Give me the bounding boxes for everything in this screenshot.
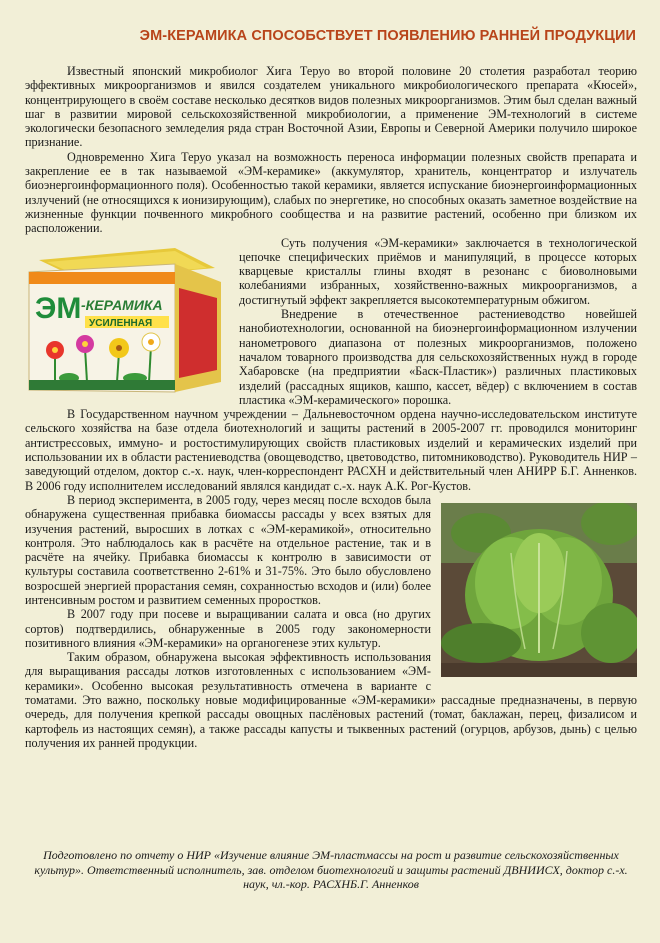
paragraph: Известный японский микробиолог Хига Теруо во второй половине 20 столетия разработал теорию эффективных микроорганизмов и явился создателем уникального микробиологического препарата «Кюсей», концентрирующего в своём составе несколько десятков видов полезных микроорганизмов. Этим был сделан важный шаг в развитии мировой сельскохозяйственной микробиологии, а применение ЭМ-технологий в системе экологически безопасного земледелия ряда стран Восточной Азии, Европы и Северной Америки получило широкое признание. xyxy=(25,64,637,150)
page-title: ЭМ-КЕРАМИКА СПОСОБСТВУЕТ ПОЯВЛЕНИЮ РАННЕЙ ПРОДУКЦИИ xyxy=(139,28,636,44)
paragraph: В 2007 году при посеве и выращивании салата и овса (но других сортов) подтвердились, обнаруженные в 2005 году закономерности позитивного влияния «ЭМ-керамики» на органогенезе этих культур. xyxy=(25,607,431,650)
paragraph: В Государственном научном учреждении – Дальневосточном ордена научно-исследовательском институте сельского хозяйства на базе отдела биотехнологий и защиты растений в 2005-2007 гг. проводился мониторинг антистрессовых, иммуно- и ростостимулирующих свойств пластиковых изделий и керамических изделий при использовании их в области растениеводства (овощеводство, цветоводство, питомниководство). Руководитель НИР – заведующий отделом, доктор с.-х. наук, член-корреспондент РАСХН и действительный член АНИРР Б.Г. Анненков. В 2006 году исполнителем исследований являлся кандидат с.-х. наук А.К. Рог-Кустов. xyxy=(25,407,637,493)
product-brand-text: ЭМ xyxy=(35,291,82,325)
product-box-image xyxy=(25,242,225,397)
product-subtitle-text: УСИЛЕННАЯ xyxy=(89,317,153,329)
paragraph: Одновременно Хига Теруо указал на возможность переноса информации полезных свойств препарата и закрепление ее в так называемой «ЭМ-керамике» (аккумулятор, хранитель, концентратор и излучатель биоэнергоинформационного поля). Особенностью такой керамики, является испускание биоэнергоинформационных излучений (не относящихся к ионизирующим), слабых по энергетике, но способных оказать заметное воздействие на жизненные функции почвенного микробного сообщества и на развитие растений, особенно при близком их расположении. xyxy=(25,149,637,236)
paragraph: Таким образом, обнаружена высокая эффективность использования для выращивания рассады лотков изготовленных с использованием «ЭМ-керамики». Особенно высокая результативность отмечена в варианте с томатами. Это важно, поскольку новые модифицированные «ЭМ-керамики» рассадные предназначены, в первую очередь, для получения крепкой рассады овощных паслёновых растений (томат, баклажан, перец, физалисом и картофель из настоящих семян), а также рассады капусты и тыквенных растений (огурцов, арбузов, дынь) с целью получения их ранней продукции. xyxy=(25,650,637,750)
footer-credits: Подготовлено по отчету о НИР «Изучение влияние ЭМ-пластмассы на рост и развитие сельскохозяйственных культур». Ответственный исполнитель, зав. отделом биотехнологий и защиты растений ДВНИИСХ, доктор с.-х. наук, чл.-кор. РАСХНБ.Г. Анненков xyxy=(34,848,628,891)
paragraph: Внедрение в отечественное растениеводство новейшей нанобиотехнологии, основанной на биоэнергоинформационном излучении нанометрового диапазона от полезных микроорганизмов, положено началом товарного производства для сельскохозяйственных нужд в городе Хабаровске (на предприятии «Баск-Пластик») различных пластиковых изделий (рассадных ящиков, кашпо, кассет, вёдер) с включением в состав пластика «ЭМ-керамического» порошка. xyxy=(239,307,637,407)
paragraph: Суть получения «ЭМ-керамики» заключается в технологической цепочке специфических приёмов и манипуляций, в процессе которых кварцевые кристаллы глины входят в резонанс с биоволновыми колебаниями избранных, хозяйственно-важных микроорганизмов, а достигнутый эффект закрепляется высокотемпературным обжигом. xyxy=(239,235,637,307)
article-body xyxy=(25,64,637,750)
paragraph: В период эксперимента, в 2005 году, через месяц после всходов была обнаружена существенная прибавка биомассы рассады у всех взятых для изучения растений, выросших в лотках с «ЭМ-керамикой», относительно контроля. Это наблюдалось как в расчёте на отдельное растение, так и в расчёте на ячейку. Прибавка биомассы к контролю в зависимости от культуры составила соответственно 2-61% и 31-75%. Это было обусловлено возросшей энергией прорастания семян, сохранностью всходов и (или) более интенсивным ростом и развитием семенных проростков. xyxy=(25,492,431,607)
lettuce-photo xyxy=(441,503,637,677)
product-name-text: -КЕРАМИКА xyxy=(81,296,163,313)
